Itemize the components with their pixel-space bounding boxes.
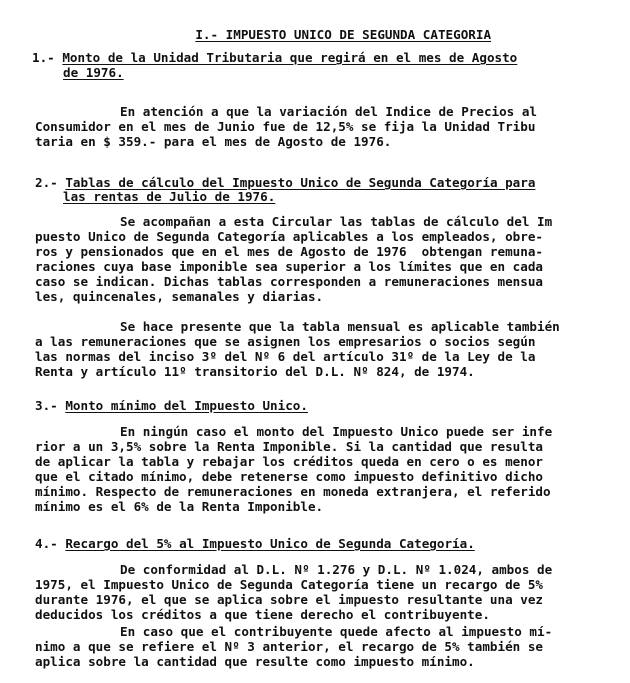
- document-title-text: I.- IMPUESTO UNICO DE SEGUNDA CATEGORIA: [195, 27, 492, 42]
- section-2-para-1-line-6: les, quincenales, semanales y diarias.: [35, 289, 324, 304]
- section-3-para-1-line-6: mínimo es el 6% de la Renta Imponible.: [35, 499, 324, 514]
- section-3-para-1-line-1: En ningún caso el monto del Impuesto Unico puede ser infe: [120, 424, 553, 439]
- section-4-para-1-line-4: deducidos los créditos a que tiene derecho el contribuyente.: [35, 607, 490, 622]
- section-2-number: 2.-: [35, 175, 58, 190]
- section-1-heading: [32, 50, 517, 65]
- section-4-heading: [35, 536, 475, 551]
- section-4-para-1-line-3: durante 1976, el que se aplica sobre el impuesto resultante una vez: [35, 592, 543, 607]
- section-2-para-2-line-1: Se hace presente que la tabla mensual es aplicable también: [120, 319, 560, 334]
- section-3-para-1-line-5: mínimo. Respecto de remuneraciones en moneda extranjera, el referido: [35, 484, 551, 499]
- section-3-heading: [35, 398, 308, 413]
- section-4-number: 4.-: [35, 536, 58, 551]
- section-4-heading-line-1: Recargo del 5% al Impuesto Unico de Segunda Categoría.: [65, 536, 475, 551]
- section-2-heading: [35, 175, 535, 190]
- section-2-heading-line-1: Tablas de cálculo del Impuesto Unico de Segunda Categoría para: [65, 175, 536, 190]
- section-2-para-1-line-1: Se acompañan a esta Circular las tablas de cálculo del Im: [120, 214, 553, 229]
- section-2-para-1-line-3: ros y pensionados que en el mes de Agosto de 1976 obtengan remuna-: [35, 244, 543, 259]
- section-1-para-1-line-1: En atención a que la variación del Indice de Precios al: [120, 104, 538, 119]
- section-1-heading-line-2: de 1976.: [63, 65, 124, 80]
- section-2-heading-line-2: las rentas de Julio de 1976.: [63, 189, 276, 204]
- section-3-heading-line-1: Monto mínimo del Impuesto Unico.: [65, 398, 308, 413]
- section-3-number: 3.-: [35, 398, 58, 413]
- section-4-para-2-line-1: En caso que el contribuyente quede afecto al impuesto mí-: [120, 624, 553, 639]
- section-3-para-1-line-2: rior a un 3,5% sobre la Renta Imponible. Si la cantidad que resulta: [35, 439, 543, 454]
- section-2-para-1-line-5: caso se indican. Dichas tablas corresponden a remuneraciones mensua: [35, 274, 543, 289]
- section-4-para-1-line-2: 1975, el Impuesto Unico de Segunda Categoría tiene un recargo de 5%: [35, 577, 543, 592]
- section-2-para-2-line-3: las normas del inciso 3º del Nº 6 del artículo 31º de la Ley de la: [35, 349, 536, 364]
- section-2-para-1-line-4: raciones cuya base imponible sea superior a los límites que en cada: [35, 259, 543, 274]
- section-1-para-1-line-3: taria en $ 359.- para el mes de Agosto de 1976.: [35, 134, 392, 149]
- section-4-para-1-line-1: De conformidad al D.L. Nº 1.276 y D.L. Nº 1.024, ambos de: [120, 562, 553, 577]
- section-1-heading-line-1: Monto de la Unidad Tributaria que regirá en el mes de Agosto: [62, 50, 518, 65]
- section-3-para-1-line-4: que el citado mínimo, debe retenerse como impuesto definitivo dicho: [35, 469, 543, 484]
- section-2-para-2-line-4: Renta y artículo 11º transitorio del D.L. Nº 824, de 1974.: [35, 364, 475, 379]
- section-2-para-2-line-2: a las remuneraciones que se asignen los empresarios o socios según: [35, 334, 536, 349]
- section-2-para-1-line-2: puesto Unico de Segunda Categoría aplicables a los empleados, obre-: [35, 229, 543, 244]
- section-4-para-2-line-3: aplica sobre la cantidad que resulte como impuesto mínimo.: [35, 654, 475, 669]
- section-1-number: 1.-: [32, 50, 55, 65]
- section-4-para-2-line-2: nimo a que se refiere el Nº 3 anterior, el recargo de 5% también se: [35, 639, 543, 654]
- section-3-para-1-line-3: de aplicar la tabla y rebajar los créditos queda en cero o es menor: [35, 454, 543, 469]
- section-1-para-1-line-2: Consumidor en el mes de Junio fue de 12,5% se fija la Unidad Tribu: [35, 119, 536, 134]
